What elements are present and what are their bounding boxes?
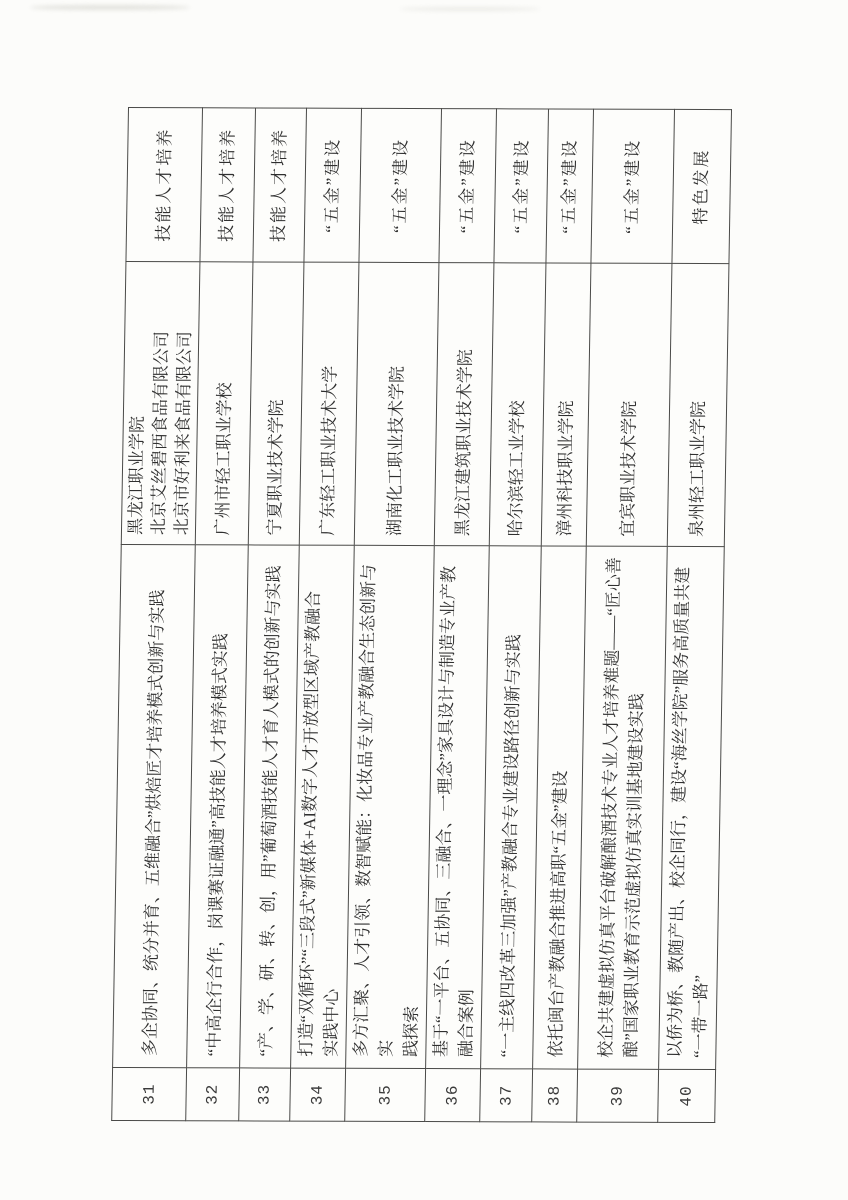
category-cell: 技能人才培养 (253, 108, 307, 262)
project-title-cell: 多方汇聚、人才引领、数智赋能：化妆品专业产教融合生态创新与实 践探索 (346, 545, 435, 1068)
institution-cell (299, 262, 359, 545)
category-cell: 技能人才培养 (200, 108, 256, 262)
institution-line: 泉州轻工职业学院 (686, 400, 708, 538)
rotated-table-area (111, 108, 712, 1123)
institution-line: 北京市好利来食品有限公司 (171, 331, 195, 536)
category-cell: “五金”建设 (494, 109, 549, 263)
row-number-cell: 32 (186, 1068, 240, 1121)
category-cell: “五金”建设 (304, 108, 362, 262)
project-title-cell: 打造“双循环”“三段式”新媒体+AI数字人才开放型区域产教融合 实践中心 (291, 545, 355, 1068)
row-number-cell: 40 (658, 1069, 716, 1122)
institution-line: 广州市轻工职业学校 (212, 382, 234, 536)
row-number-cell: 37 (480, 1069, 533, 1122)
scan-smudge (30, 5, 190, 10)
institution-line: 宁夏职业技术学院 (264, 399, 286, 536)
institution-line: 漳州科技职业学院 (554, 400, 576, 537)
institution-line: 黑龙江建筑职业技术学院 (452, 349, 475, 537)
category-cell: 特色发展 (672, 109, 732, 263)
row-number-cell: 33 (239, 1068, 291, 1121)
institution-line: 广东轻工职业技术大学 (317, 365, 340, 536)
institution-cell (586, 263, 672, 546)
row-number-cell: 34 (290, 1068, 346, 1121)
category-cell: “五金”建设 (439, 109, 497, 263)
table-rotation-frame (111, 108, 712, 1123)
row-number-cell: 35 (345, 1068, 426, 1121)
institution-cell (195, 262, 253, 545)
scan-smudge (400, 7, 540, 11)
row-number-cell: 31 (112, 1067, 187, 1120)
project-title-cell: 基于“一平台、五协同、三融合、一理念”家具设计与制造专业产教 融合案例 (426, 546, 490, 1069)
institution-cell (248, 262, 304, 545)
institution-line: 北京艾丝碧西食品有限公司 (148, 331, 172, 536)
category-cell: “五金”建设 (591, 109, 675, 263)
institution-line: 哈尔滨轻工业学校 (505, 400, 528, 537)
row-number-cell: 39 (577, 1069, 659, 1122)
project-title-cell: “中高企行合作，岗课赛证融通”高技能人才培养模式实践 (187, 545, 249, 1068)
row-number-cell: 36 (425, 1069, 481, 1122)
category-cell: 技能人才培养 (126, 108, 203, 262)
project-title-cell: “产、学、研、转、创，用”葡萄酒技能人才育人模式的创新与实践 (240, 545, 300, 1068)
category-cell: “五金”建设 (359, 108, 442, 262)
project-title-cell: 多企协同、统分并育、五维融合”烘焙匠才培养模式创新与实践 (113, 544, 196, 1067)
institution-line: 湖南化工职业技术学院 (384, 365, 407, 536)
project-title-cell: 依托闽台产教融合推进高职“五金”建设 (533, 546, 587, 1069)
project-title-cell: 校企共建虚拟仿真平台破解酿酒技术专业人才培养难题——“匠心善 酿”国家职业教育示范虚拟仿真实训基地建设实践 (578, 546, 668, 1069)
institution-cell (121, 261, 200, 544)
institution-cell (489, 263, 546, 546)
institution-cell (434, 263, 494, 546)
category-cell: “五金”建设 (546, 109, 594, 263)
institution-line: 宜宾职业技术学院 (617, 400, 639, 537)
project-title-cell: 以侨为桥、教随产出、校企同行，建设“海丝学院”服务高质量共建 “一带一路” (659, 546, 725, 1069)
row-number-cell: 38 (532, 1069, 578, 1122)
institution-cell (541, 263, 591, 546)
results-table (111, 107, 732, 1123)
institution-cell (667, 263, 729, 546)
institution-line: 黑龙江职业学院 (125, 416, 147, 536)
institution-cell (354, 262, 439, 545)
project-title-cell: “一主线四改革三加强”产教融合专业建设路径创新与实践 (481, 546, 542, 1069)
